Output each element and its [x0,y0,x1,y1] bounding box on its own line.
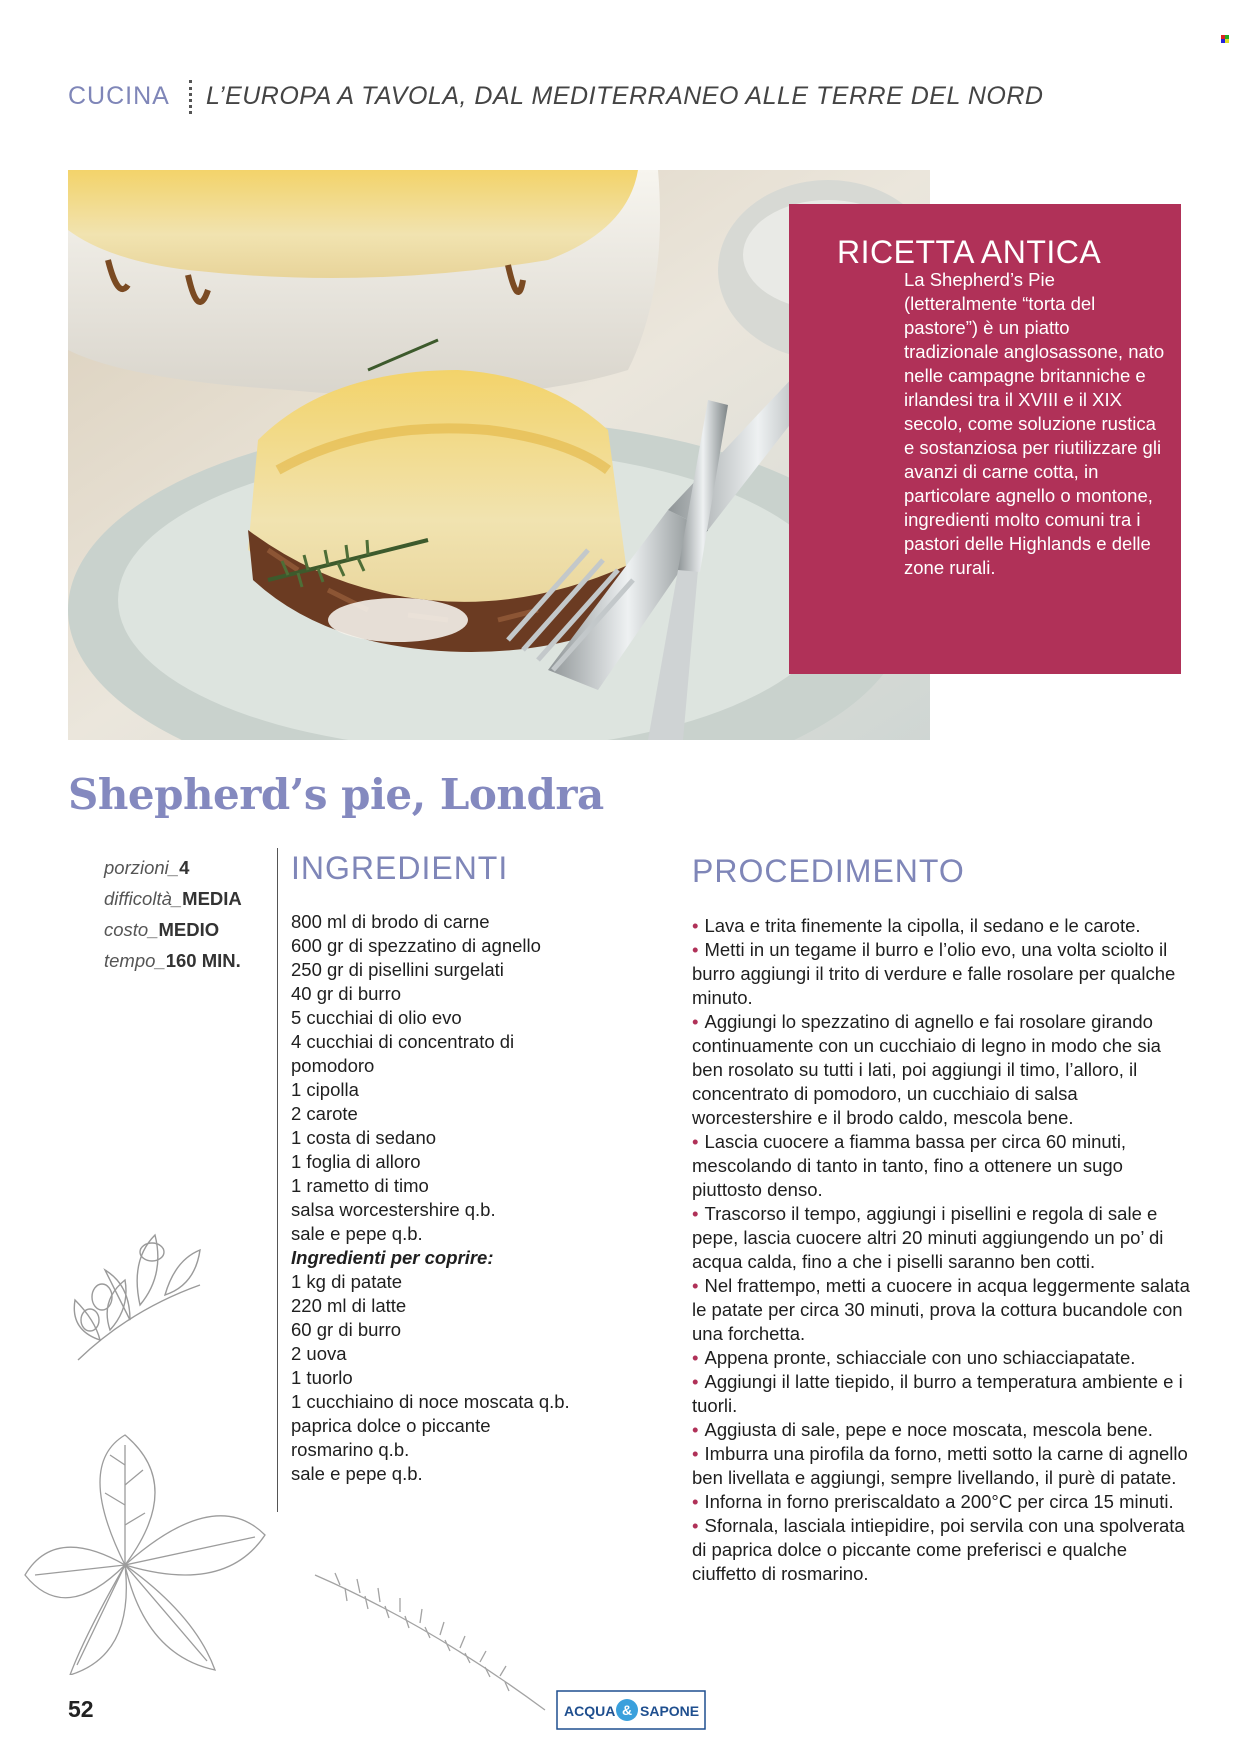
ingredient-item: sale e pepe q.b. [291,1463,423,1484]
ingredient-item: 1 cucchiaino di noce moscata q.b. [291,1391,570,1412]
procedure-step: • Aggiungi il latte tiepido, il burro a temperatura ambiente e i tuorli. [692,1370,1192,1418]
svg-text:SAPONE: SAPONE [640,1703,700,1719]
ingredient-item: 60 gr di burro [291,1319,402,1340]
recipe-title: Shepherd’s pie, Londra [68,770,604,819]
info-box-title: RICETTA ANTICA [837,234,1102,270]
procedure-step: • Sfornala, lasciala intiepidire, poi servila con una spolverata di paprica dolce o piccante come preferisci e qualche ciuffetto di rosmarino. [692,1514,1192,1586]
meta-time: tempo_160 MIN. [104,950,241,971]
ingredient-item: 1 cipolla [291,1079,359,1100]
section-label: CUCINA [68,82,170,110]
color-marker-icon [1221,35,1229,43]
svg-text:&: & [622,1702,633,1718]
procedure-step: • Trascorso il tempo, aggiungi i pisellini e regola di sale e pepe, lascia cuocere altri 20 minuti aggiungendo un po’ di acqua calda, fino a che i piselli saranno ben cotti. [692,1202,1192,1274]
procedure-step: • Lava e trita finemente la cipolla, il sedano e le carote. [692,914,1192,938]
olive-branch-icon [70,1190,205,1365]
brand-logo [556,1690,706,1730]
ingredient-item: sale e pepe q.b. [291,1223,423,1244]
procedure-step: • Aggiusta di sale, pepe e noce moscata, mescola bene. [692,1418,1192,1442]
recipe-meta [104,852,242,976]
header-divider [189,80,192,114]
page-number: 52 [68,1696,94,1722]
ingredient-item: 2 carote [291,1103,358,1124]
column-divider [277,848,278,1512]
ingredient-item: 220 ml di latte [291,1295,407,1316]
ingredient-item: 1 kg di patate [291,1271,403,1292]
ingredients-title: INGREDIENTI [291,850,509,886]
ingredient-item: paprica dolce o piccante [291,1415,491,1436]
info-box [789,204,1181,674]
header-title: L’EUROPA A TAVOLA, DAL MEDITERRANEO ALLE TERRE DEL NORD [206,82,1044,110]
ingredient-item: 600 gr di spezzatino di agnello [291,935,541,956]
procedure-step: • Nel frattempo, metti a cuocere in acqua leggermente salata le patate per circa 30 minuti, prova la cottura bucandole con una forchetta. [692,1274,1192,1346]
ingredients-list [291,910,591,1486]
ingredient-item: 2 uova [291,1343,347,1364]
ingredient-item: rosmarino q.b. [291,1439,410,1460]
leaves-illustration-icon [15,1425,275,1675]
ingredient-item: 800 ml di brodo di carne [291,911,490,932]
procedure-list [692,914,1192,1586]
procedure-title: PROCEDIMENTO [692,853,965,889]
rosemary-sprig-icon [310,1565,550,1715]
procedure-step: • Metti in un tegame il burro e l’olio evo, una volta sciolto il burro aggiungi il trito di verdure e falle rosolare per qualche minuto. [692,938,1192,1010]
procedure-step: • Lascia cuocere a fiamma bassa per circa 60 minuti, mescolando di tanto in tanto, fino a ottenere un sugo piuttosto denso. [692,1130,1192,1202]
ingredient-item: 250 gr di pisellini surgelati [291,959,504,980]
ingredient-item: 1 tuorlo [291,1367,353,1388]
svg-text:ACQUA: ACQUA [564,1703,616,1719]
ingredient-item: 1 costa di sedano [291,1127,437,1148]
ingredient-item: 1 foglia di alloro [291,1151,421,1172]
info-box-text: La Shepherd’s Pie (letteralmente “torta del pastore”) è un piatto tradizionale anglosassone, nato nelle campagne britanniche e irlandesi tra il XVIII e il XIX secolo, come soluzione rustica e sostanziosa per riutilizzare gli avanzi di carne cotta, in particolare agnello o montone, ingredienti molto comuni tra i pastori delle Highlands e delle zone rurali. [904,269,1165,578]
ingredient-item: 1 rametto di timo [291,1175,429,1196]
procedure-step: • Aggiungi lo spezzatino di agnello e fai rosolare girando continuamente con un cucchiaio di legno in modo che sia ben rosolato su tutti i lati, poi aggiungi il timo, l’alloro, il concentrato di pomodoro, un cucchiaio di salsa worcestershire e il brodo caldo, mescola bene. [692,1010,1192,1130]
ingredient-item: 5 cucchiai di olio evo [291,1007,462,1028]
ingredient-item: 40 gr di burro [291,983,402,1004]
procedure-step: • Appena pronte, schiacciale con uno schiacciapatate. [692,1346,1192,1370]
meta-difficulty: difficoltà_MEDIA [104,888,242,909]
procedure-step: • Inforna in forno preriscaldato a 200°C per circa 15 minuti. [692,1490,1192,1514]
ingredient-item: salsa worcestershire q.b. [291,1199,496,1220]
meta-cost: costo_MEDIO [104,919,220,940]
ingredients-subtitle: Ingredienti per coprire: [291,1247,494,1268]
procedure-step: • Imburra una pirofila da forno, metti sotto la carne di agnello ben livellata e aggiungi, sempre livellando, il purè di patate. [692,1442,1192,1490]
meta-servings: porzioni_4 [104,857,190,878]
ingredient-item: 4 cucchiai di concentrato di pomodoro [291,1031,515,1076]
